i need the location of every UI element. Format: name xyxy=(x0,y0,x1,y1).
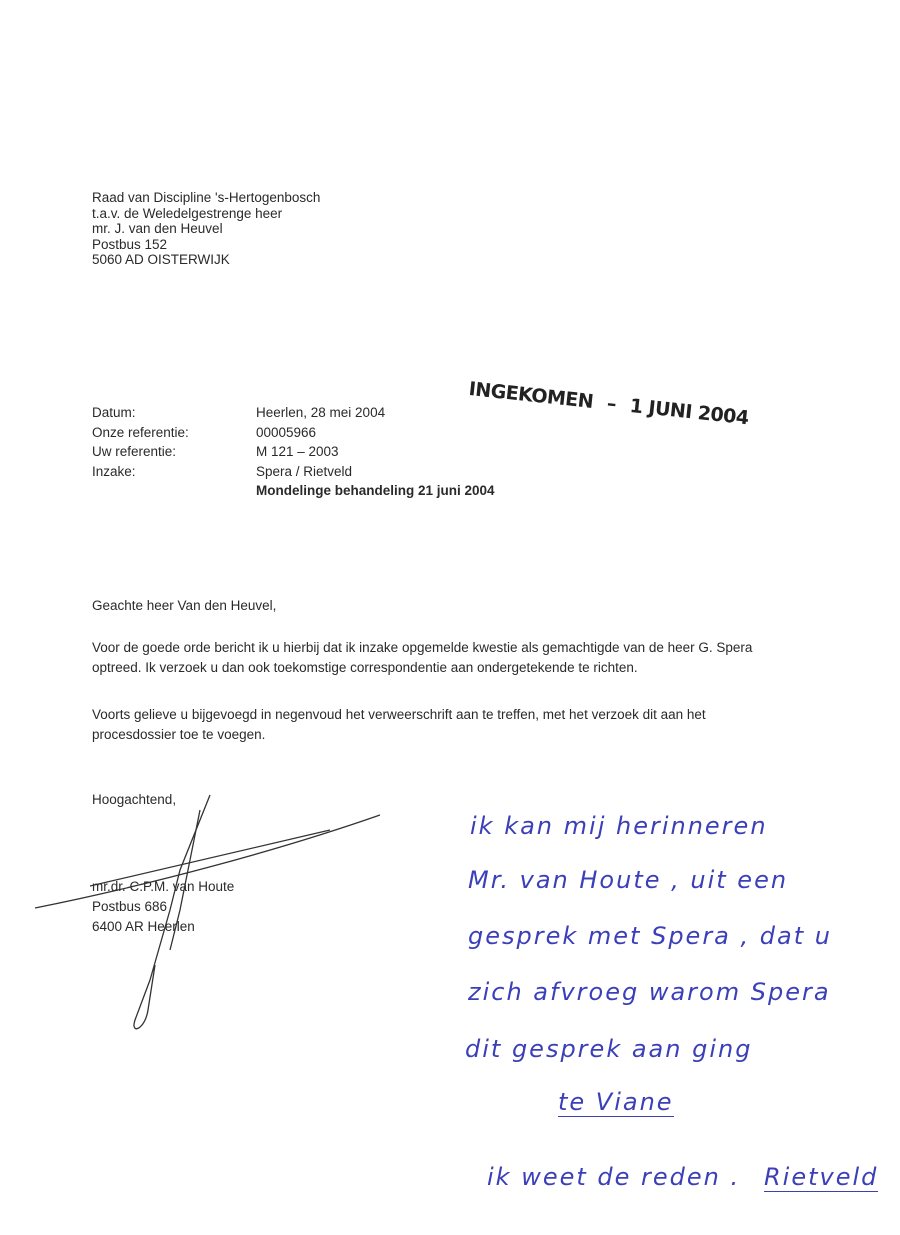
sender-name: mr.dr. C.P.M. van Houte xyxy=(92,879,235,894)
sender-city: 6400 AR Heerlen xyxy=(92,919,195,934)
signature-scribble xyxy=(30,790,390,1040)
salutation: Geachte heer Van den Heuvel, xyxy=(92,598,277,613)
reference-block xyxy=(92,403,495,501)
meta-value: Spera / Rietveld xyxy=(256,463,353,479)
handwritten-line: zich afvroeg warom Spera xyxy=(468,978,831,1006)
handwritten-line: gesprek met Spera , dat u xyxy=(468,922,832,950)
address-line: Postbus 152 xyxy=(92,236,168,252)
recipient-address xyxy=(92,190,320,268)
handwritten-line: Mr. van Houte , uit een xyxy=(468,866,789,894)
meta-label: Uw referentie: xyxy=(92,444,177,459)
meta-value: 00005966 xyxy=(256,424,317,440)
body-paragraph: Voorts gelieve u bijgevoegd in negenvoud het verweerschrift aan te treffen, met het verzoek dit aan het procesdossier toe te voegen. xyxy=(92,707,706,742)
meta-label: Onze referentie: xyxy=(92,424,189,440)
stamp-label: INGEKOMEN xyxy=(467,378,595,413)
handwritten-line: dit gesprek aan ging xyxy=(465,1035,753,1063)
subject: Mondelinge behandeling 21 juni 2004 xyxy=(256,483,495,498)
meta-label: Inzake: xyxy=(92,463,136,479)
received-stamp: INGEKOMEN – 1 JUNI 2004 xyxy=(467,378,750,430)
stamp-date: 1 JUNI 2004 xyxy=(628,394,750,430)
handwritten-signature: Rietveld xyxy=(764,1163,879,1191)
address-line: Raad van Discipline 's-Hertogenbosch xyxy=(92,190,321,205)
meta-label: Datum: xyxy=(92,405,136,420)
handwritten-line: te Viane xyxy=(558,1088,674,1116)
meta-value: M 121 – 2003 xyxy=(256,444,339,459)
meta-value: Heerlen, 28 mei 2004 xyxy=(256,405,386,420)
body-paragraph: Voor de goede orde bericht ik u hierbij dat ik inzake opgemelde kwestie als gemachtigde van de heer G. Spera optreed. Ik verzoek u dan ook toekomstige correspondentie aan ondergetekende te richten. xyxy=(92,640,753,675)
address-line: mr. J. van den Heuvel xyxy=(92,221,223,237)
address-line: 5060 AD OISTERWIJK xyxy=(92,252,230,268)
closing: Hoogachtend, xyxy=(92,792,177,807)
handwritten-line: ik weet de reden . xyxy=(487,1163,741,1191)
sender-postbox: Postbus 686 xyxy=(92,899,168,914)
address-line: t.a.v. de Weledelgestrenge heer xyxy=(92,205,283,221)
handwritten-line: ik kan mij herinneren xyxy=(470,812,768,840)
